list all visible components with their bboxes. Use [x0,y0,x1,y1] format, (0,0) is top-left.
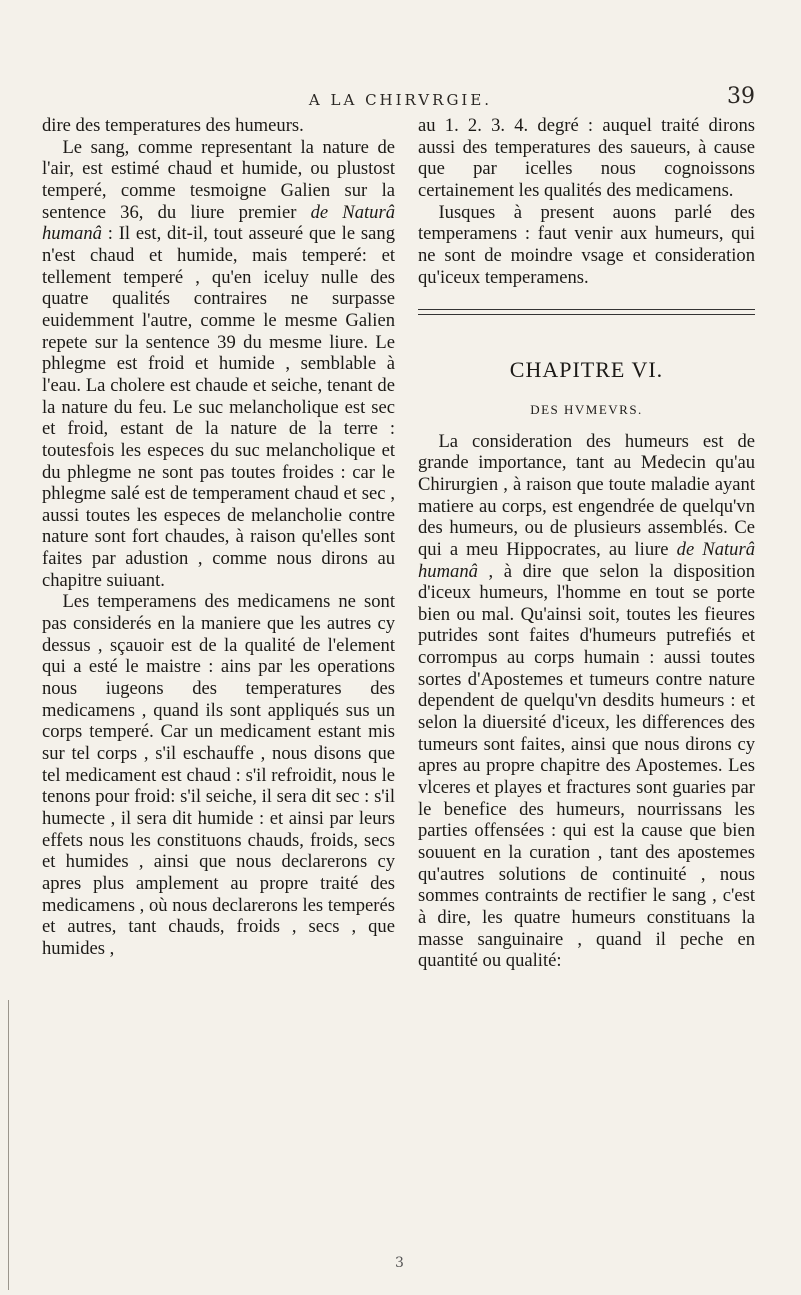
right-paragraph-2: Iusques à present auons parlé des temperamens : faut venir aux humeurs, qui ne sont de moindre vsage et consideration qu'iceux temperamens. [418,201,755,288]
page-number: 39 [727,84,755,109]
right-paragraph-1: au 1. 2. 3. 4. degré : auquel traité dirons aussi des temperatures des saueurs, à cause que par icelles nous cognoissons certainement les qualités des medicamens. [418,115,755,201]
signature-mark: 3 [395,1255,404,1271]
chapter-subtitle: DES HVMEVRS. [530,401,643,417]
left-column [42,115,395,960]
left-paragraph-2 [42,137,395,592]
left-paragraph-3: Les temperamens des medicamens ne sont pas considerés en la maniere que les autres cy dessus , sçauoir est de la qualité de l'element qui a esté le maistre : ains par les operations nous iugeons des temperatures des medicamens , quand ils sont appliqués sus un corps temperé. Car un medicament estant mis sur tel corps , s'il eschauffe , nous disons que tel medicament est chaud : s'il refroidit, nous le tenons pour froid: s'il seiche, il sera dit sec : s'il humecte , il sera dit humide : et ainsi par leurs effets nous les constituons chauds, froids, secs et humides , ainsi que nous declarerons cy apres plus amplement au propre traité des medicamens , où nous declarerons les temperés et autres, tant chauds, froids , secs , que humides , [42,591,395,959]
left-p2-text-b: : Il est, dit-il, tout asseuré que le sang n'est chaud et humide, mais temperé: et tellement temperé , qu'en iceluy nulle des quatre qualités contraires ne surpasse euidemment l'autre, comme le mesme Galien repete sur la sentence 39 du mesme liure. Le phlegme est froid et humide , semblable à l'eau. La cholere est chaude et seiche, tenant de la nature du feu. Le suc melancholique est sec et froid, estant de la nature de la terre : toutesfois les especes du suc melancholique et du phlegme ne sont pas toutes froides : car le phlegme salé est de temperament chaud et sec , aussi toutes les especes de melancholie contre nature sont fort chaudes, à raison qu'elles sont faites par adustion , comme nous dirons au chapitre suiuant. [42,223,395,591]
running-title: A LA CHIRVRGIE. [308,91,493,109]
chapter-title: CHAPITRE VI. [509,357,664,383]
left-p2-text-a: Le sang, comme representant la nature de l'air, est estimé chaud et humide, ou plustost temperé, comme tesmoigne Galien sur la sentence 36, du liure premier [42,136,395,223]
page-binding-edge [8,1000,9,1290]
right-p3-text-b: , à dire que selon la disposition d'iceux humeurs, l'homme en tout se porte bien ou mal. Qu'ainsi soit, toutes les fieures putrides sont faites d'humeurs putrefiés et corrompus au corps humain : aussi toutes sortes d'Apostemes et tumeurs contre nature dependent de quelqu'vn desdits humeurs : et selon la diuersité d'iceux, les differences des tumeurs sont faites, ainsi que nous dirons cy apres au propre chapitre des Apostemes. Les vlceres et playes et fractures sont guaries par le benefice des humeurs, nourrissans les parties offensées : qui est la cause que bien souuent en la curation , tant des apostemes qu'autres solutions de continuité , nous sommes contraints de rectifier le sang , c'est à dire, les quatre humeurs constituans la masse sanguinaire , quand il peche en quantité ou qualité: [418,560,755,972]
left-p2-italic: de Naturâ humanâ [42,201,395,245]
right-paragraph-3 [418,431,755,972]
chapter-divider [418,309,755,315]
right-column [418,115,755,972]
right-p3-italic: de Naturâ humanâ [418,538,755,582]
right-p3-text-a: La consideration des humeurs est de grande importance, tant au Medecin qu'au Chirurgien , à raison que toute maladie ayant matiere au corps, est engendrée de quelqu'vn des humeurs, ou de plusieurs assemblés. Ce qui a meu Hippocrates, au liure [418,430,755,560]
left-paragraph-1: dire des temperatures des humeurs. [42,115,304,136]
